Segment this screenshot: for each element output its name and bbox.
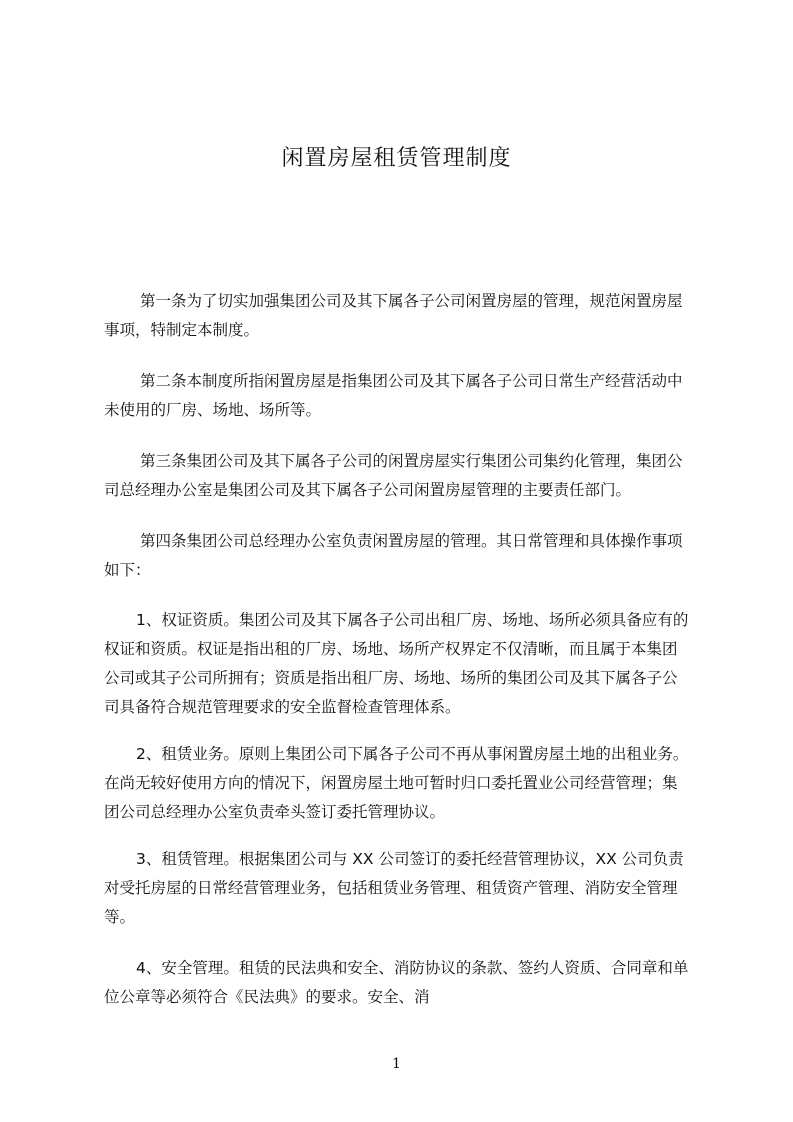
text-line: 权证和资质。权证是指出租的厂房、场地、场所产权界定不仅清晰，而且属于本集团 <box>104 640 678 658</box>
paragraph-article-1 <box>104 287 704 345</box>
text-line: 事项，特制定本制度。 <box>104 321 260 339</box>
text-line: 团公司总经理办公室负责牵头签订委托管理协议。 <box>104 803 446 821</box>
paragraph-item-2 <box>104 740 704 827</box>
paragraph-item-1 <box>104 606 704 722</box>
text-line: 公司或其子公司所拥有；资质是指出租厂房、场地、场所的集团公司及其下属各子公 <box>104 669 678 687</box>
paragraph-article-2 <box>104 367 704 425</box>
text-line: 第二条本制度所指闲置房屋是指集团公司及其下属各子公司日常生产经营活动中 <box>140 372 683 390</box>
text-line: 第四条集团公司总经理办公室负责闲置房屋的管理。其日常管理和具体操作事项 <box>140 532 683 550</box>
text-line: 第三条集团公司及其下属各子公司的闲置房屋实行集团公司集约化管理，集团公 <box>140 452 683 470</box>
text-line: 等。 <box>104 908 136 926</box>
text-line: 在尚无较好使用方向的情况下，闲置房屋土地可暂时归口委托置业公司经营管理；集 <box>104 774 678 792</box>
text-line: 4、安全管理。租赁的民法典和安全、消防协议的条款、签约人资质、合同章和单 <box>136 959 689 977</box>
text-line: 3、租赁管理。根据集团公司与 XX 公司签订的委托经营管理协议，XX 公司负责 <box>136 850 684 868</box>
text-line: 位公章等必须符合《民法典》的要求。安全、消 <box>104 988 430 1006</box>
text-line: 第一条为了切实加强集团公司及其下属各子公司闲置房屋的管理，规范闲置房屋 <box>140 292 683 310</box>
document-title: 闲置房屋租赁管理制度 <box>281 146 512 171</box>
text-line: 2、租赁业务。原则上集团公司下属各子公司不再从事闲置房屋土地的出租业务。 <box>136 745 689 763</box>
paragraph-item-3 <box>104 845 704 932</box>
paragraph-article-3 <box>104 447 704 505</box>
text-line: 对受托房屋的日常经营管理业务，包括租赁业务管理、租赁资产管理、消防安全管理 <box>104 879 678 897</box>
text-line: 司具备符合规范管理要求的安全监督检查管理体系。 <box>104 698 461 716</box>
paragraph-item-4 <box>104 954 704 1012</box>
text-line: 司总经理办公室是集团公司及其下属各子公司闲置房屋管理的主要责任部门。 <box>104 481 632 499</box>
text-line: 如下： <box>104 561 151 579</box>
text-line: 未使用的厂房、场地、场所等。 <box>104 401 322 419</box>
paragraph-article-4 <box>104 527 704 585</box>
text-line: 1、权证资质。集团公司及其下属各子公司出租厂房、场地、场所必须具备应有的 <box>136 611 689 629</box>
page-number: 1 <box>392 1056 401 1072</box>
